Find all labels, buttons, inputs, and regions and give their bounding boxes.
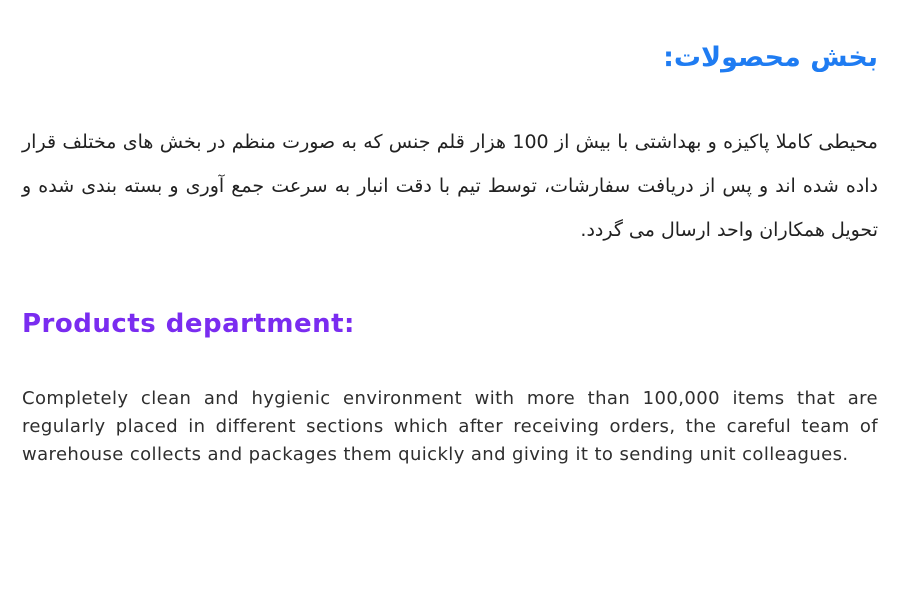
persian-paragraph: محیطی کاملا پاکیزه و بهداشتی با بیش از 100 هزار قلم جنس که به صورت منظم در بخش های مختلف قرار داده شده اند و پس از دریافت سفارشات، توسط تیم با دقت انبار به سرعت جمع آوری و بسته بندی شده و تحویل همکاران واحد ارسال می گردد. (22, 131, 878, 241)
persian-section (22, 38, 878, 241)
english-heading: Products department: (22, 309, 355, 339)
english-paragraph: Completely clean and hygienic environment with more than 100,000 items that are regularly placed in different sections which after receiving orders, the careful team of warehouse collects and packages them quickly and giving it to sending unit colleagues. (22, 388, 878, 465)
persian-heading: بخش محصولات: (663, 42, 878, 73)
